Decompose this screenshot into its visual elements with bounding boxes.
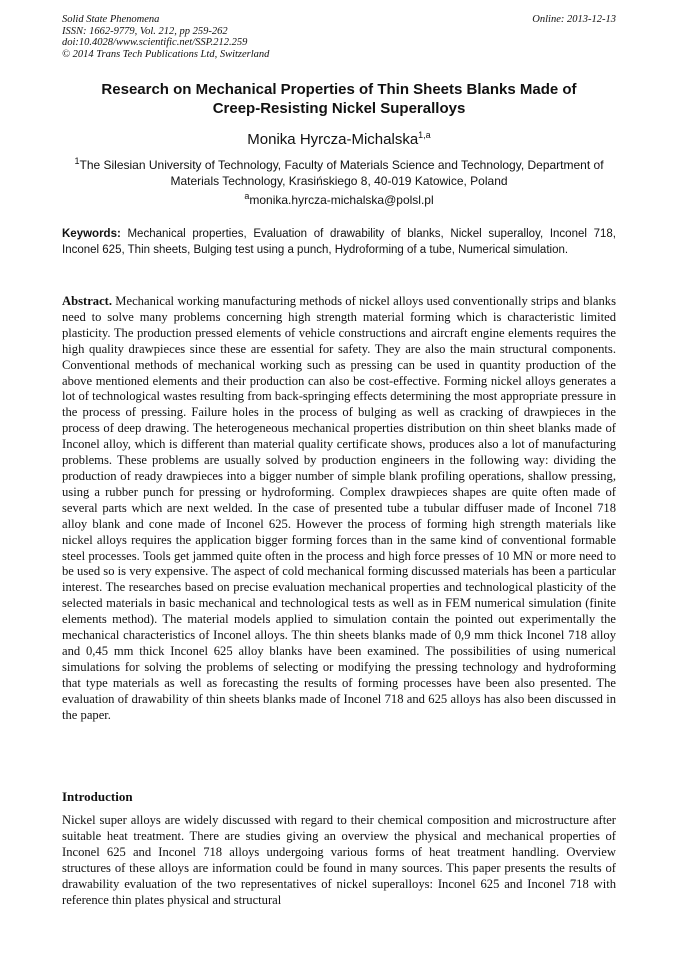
copyright-line: © 2014 Trans Tech Publications Ltd, Switzerland — [62, 48, 270, 60]
author-name: Monika Hyrcza-Michalska — [247, 131, 419, 148]
email-address: monika.hyrcza-michalska@polsl.pl — [249, 193, 434, 207]
abstract-label: Abstract. — [62, 294, 113, 308]
author-line — [62, 131, 616, 149]
introduction-paragraph: Nickel super alloys are widely discussed with regard to their chemical composition and microstructure after suitable heat treatment. There are studies giving an overview the physical and mechanical properties of Inconel 625 and Inconel 718 alloys undergoing various forms of heat treatment handling. Overview structures of these alloys are information could be found in many sources. This paper presents the results of drawability evaluation of the two representatives of nickel superalloys: Inconel 625 and Inconel 718 with reference thin plates physical and structural — [62, 813, 616, 907]
email-line — [62, 192, 616, 208]
doi-line: doi:10.4028/www.scientific.net/SSP.212.259 — [62, 37, 248, 48]
author-superscript: 1,a — [418, 130, 431, 140]
keywords-text: Mechanical properties, Evaluation of drawability of blanks, Nickel superalloy, Inconel 718, Inconel 625, Thin sheets, Bulging test using a punch, Hydroforming of a tube, Numerical simulation. — [62, 228, 616, 256]
issn-line: ISSN: 1662-9779, Vol. 212, pp 259-262 — [62, 25, 228, 37]
title-line-1: Research on Mechanical Properties of Thin Sheets Blanks Made of — [101, 81, 577, 98]
keywords-label: Keywords: — [62, 228, 121, 240]
journal-name: Solid State Phenomena — [62, 14, 160, 25]
affiliation-superscript: 1 — [74, 156, 80, 166]
affiliation-text: The Silesian University of Technology, Faculty of Materials Science and Technology, Department of Materials Technology, Krasińskiego 8, 40-019 Katowice, Poland — [79, 158, 604, 188]
journal-header — [62, 14, 269, 60]
online-date: Online: 2013-12-13 — [532, 14, 616, 25]
email-superscript: a — [244, 191, 250, 201]
introduction-heading: Introduction — [62, 789, 133, 804]
abstract-text: Mechanical working manufacturing methods of nickel alloys used conventionally strips and blanks need to solve many problems concerning high strength material forming which is characteristic limited plasticity. The production pressed elements of vehicle constructions and aircraft engine elements requires the high quality drawpieces since these are essential for safety. They are also the main structural components. Conventional methods of mechanical working such as pressing can be used in quantity production of the above mentioned elements and their production can also be cost-effective. Forming nickel alloys generates a lot of technological wastes resulting from back-springing effects determining the most appropriate pressure in the process of pressing. Failure holes in the process of bulging as well as cracking of drawpieces in the process of deep drawing. The heterogeneous mechanical properties distribution on thin sheet blanks made of Inconel alloy, which is different than material quality certificate shows, produces also a lot of manufacturing problems. These problems are usually solved by production engineers in the following way: dividing the production of ready drawpieces into a bigger number of simple blank profiling operations, shallow pressing, using a rubber punch for pressing or hydroforming. Complex drawpieces shapes are quite often made of several parts which are next welded. In the case of presented tube a tubular diffuser made of Inconel 718 alloy blank and cone made of Inconel 625. However the process of forming high strength materials like nickel alloys requires the application bigger forming forces than in the same kind of conventional formable steel processes. Tools get jammed quite often in the process and high force presses of 10 MN or more need to be used so is very expensive. The aspect of cold mechanical forming discussed materials has been a particular interest. The researches based on precise evaluation mechanical properties and technological plasticity of the selected materials in basic mechanical and technological tests as well as in FEM numerical simulation (finite elements method). The material models applied to simulation contain the pointed out experimentally the mechanical characteristics of Inconel alloys. The thin sheets blanks made of 0,9 mm thick Inconel 718 alloy and 0,45 mm thick Inconel 625 alloy blanks have been examined. The possibilities of using numerical simulations for solving the problems of selecting or modifying the pressing technology and hydroforming that type materials as well as forecasting the results of forming processes have been also presented. The evaluation of drawability of thin sheets blanks made of Inconel 718 and 625 alloys has also been discussed in the paper. — [62, 294, 616, 722]
keywords-paragraph — [62, 227, 616, 258]
abstract-paragraph — [62, 294, 616, 723]
affiliation — [62, 157, 616, 189]
title-line-2: Creep-Resisting Nickel Superalloys — [212, 100, 466, 117]
paper-title — [62, 80, 616, 118]
